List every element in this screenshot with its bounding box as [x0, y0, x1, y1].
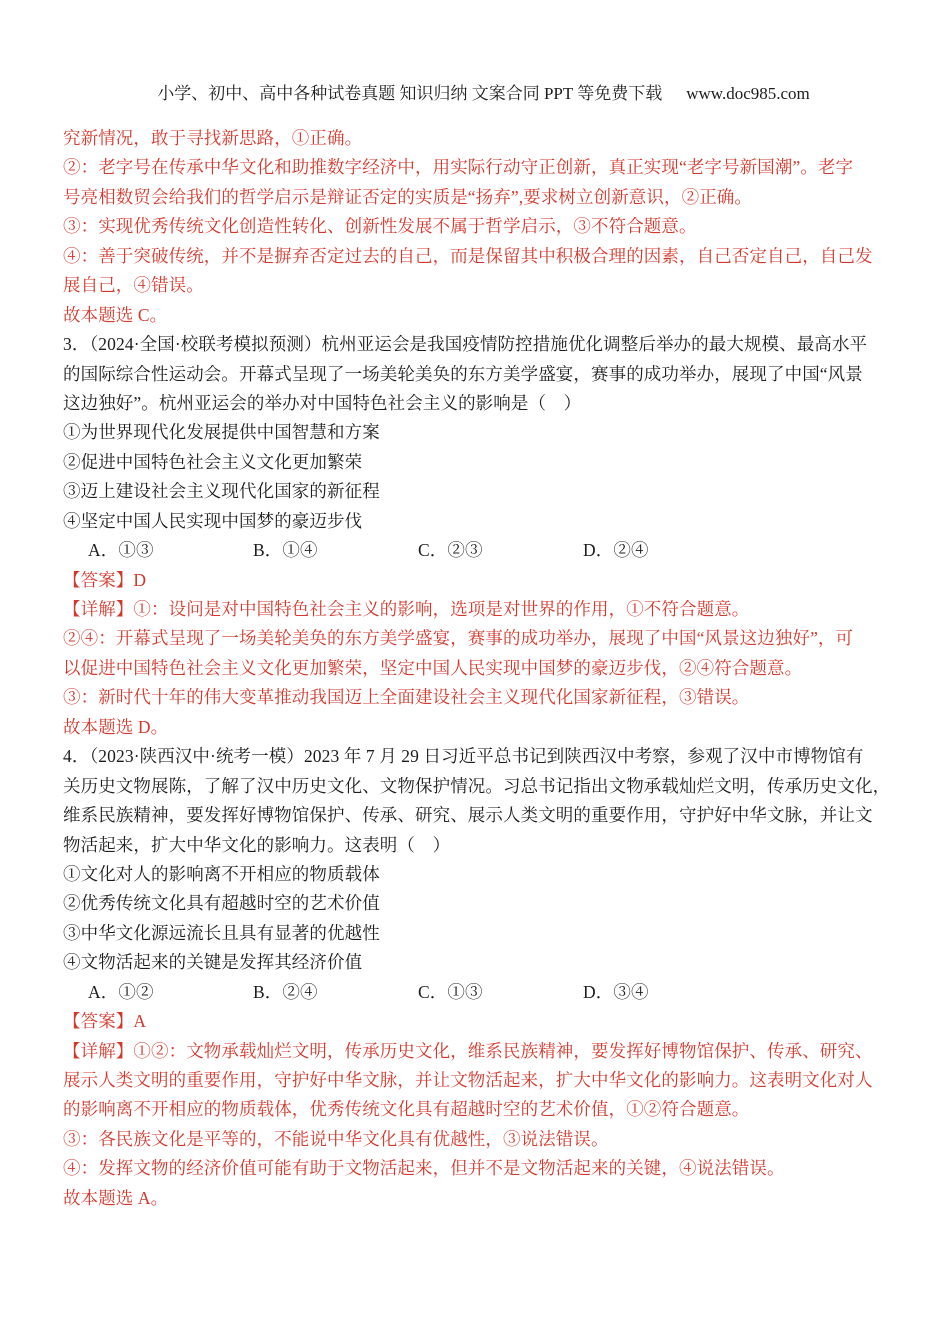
text-line: ③：各民族文化是平等的，不能说中华文化具有优越性，③说法错误。: [63, 1128, 609, 1149]
answer-option: A．①③: [88, 540, 154, 561]
answer-option: B．①④: [253, 540, 318, 561]
text-line: ④：发挥文物的经济价值可能有助于文物活起来，但并不是文物活起来的关键，④说法错误。: [63, 1158, 785, 1179]
text-line: 【详解】①②：文物承载灿烂文明，传承历史文化，维系民族精神，要发挥好博物馆保护、传承、研究、: [63, 1040, 873, 1061]
header-tagline: 小学、初中、高中各种试卷真题 知识归纳 文案合同 PPT 等免费下载: [157, 84, 663, 103]
answer-options-row: [63, 536, 889, 565]
text-line: ③：实现优秀传统文化创造性转化、创新性发展不属于哲学启示，③不符合题意。: [63, 216, 697, 237]
text-line: ③迈上建设社会主义现代化国家的新征程: [63, 481, 380, 502]
text-line: 【详解】①：设问是对中国特色社会主义的影响，选项是对世界的作用，①不符合题意。: [63, 599, 750, 619]
text-line: 故本题选 C。: [63, 304, 168, 325]
text-line: ④：善于突破传统，并不是摒弃否定过去的自己，而是保留其中积极合理的因素，自己否定自己，自己发: [63, 245, 873, 266]
text-line: 展示人类文明的重要作用，守护好中华文脉，并让文物活起来，扩大中华文化的影响力。这表明文化对人: [63, 1070, 873, 1090]
text-line: ②④：开幕式呈现了一场美轮美奂的东方美学盛宴，赛事的成功举办，展现了中国“风景这边独好”，可: [63, 628, 854, 649]
text-line: 以促进中国特色社会主义文化更加繁荣，坚定中国人民实现中国梦的豪迈步伐，②④符合题意。: [63, 657, 803, 678]
text-line: ②优秀传统文化具有超越时空的艺术价值: [63, 893, 380, 914]
answer-options-row: [63, 978, 889, 1007]
text-line: ②：老字号在传承中华文化和助推数字经济中，用实际行动守正创新，真正实现“老字号新国潮”。老字: [63, 157, 854, 178]
text-line: 3．（2024·全国·校联考模拟预测）杭州亚运会是我国疫情防控措施优化调整后举办的最大规模、最高水平: [63, 334, 868, 355]
text-line: 的国际综合性运动会。开幕式呈现了一场美轮美奂的东方美学盛宴，赛事的成功举办，展现了中国“风景: [63, 363, 863, 384]
text-line: 物活起来，扩大中华文化的影响力。这表明（ ）: [63, 834, 451, 855]
text-line: 关历史文物展陈，了解了汉中历史文化、文物保护情况。习总书记指出文物承载灿烂文明，传承历史文化，: [63, 775, 891, 796]
answer-option: A．①②: [88, 981, 154, 1002]
text-line: ③中华文化源远流长且具有显著的优越性: [63, 922, 380, 943]
text-line: 号亮相数贸会给我们的哲学启示是辩证否定的实质是“扬弃”,要求树立创新意识，②正确。: [63, 186, 753, 207]
text-line: 4．（2023·陕西汉中·统考一模）2023 年 7 月 29 日习近平总书记到陕西汉中考察，参观了汉中市博物馆有: [63, 746, 864, 767]
text-line: 维系民族精神，要发挥好博物馆保护、传承、研究、展示人类文明的重要作用，守护好中华文脉，并让文: [63, 805, 873, 826]
answer-option: C．②③: [418, 540, 483, 561]
document-body: [63, 124, 889, 1213]
text-line: 的影响离不开相应的物质载体，优秀传统文化具有超越时空的艺术价值，①②符合题意。: [63, 1099, 750, 1120]
text-line: 【答案】D: [63, 569, 147, 590]
text-line: ③：新时代十年的伟大变革推动我国迈上全面建设社会主义现代化国家新征程，③错误。: [63, 687, 750, 708]
header-site-url: www.doc985.com: [686, 84, 810, 103]
page-header: [0, 52, 950, 103]
text-line: ②促进中国特色社会主义文化更加繁荣: [63, 451, 363, 472]
text-line: 故本题选 A。: [63, 1187, 169, 1208]
answer-option: D．③④: [583, 981, 649, 1002]
answer-option: C．①③: [418, 981, 483, 1002]
text-line: 究新情况，敢于寻找新思路，①正确。: [63, 128, 363, 148]
text-line: ④文物活起来的关键是发挥其经济价值: [63, 952, 363, 973]
text-line: 【答案】A: [63, 1011, 147, 1032]
answer-option: B．②④: [253, 981, 318, 1002]
text-line: 这边独好”。杭州亚运会的举办对中国特色社会主义的影响是（ ）: [63, 392, 582, 413]
text-line: ①为世界现代化发展提供中国智慧和方案: [63, 422, 380, 443]
text-line: 展自己，④错误。: [63, 275, 204, 296]
text-line: ①文化对人的影响离不开相应的物质载体: [63, 863, 380, 884]
text-line: ④坚定中国人民实现中国梦的豪迈步伐: [63, 510, 363, 531]
answer-option: D．②④: [583, 540, 649, 561]
text-line: 故本题选 D。: [63, 716, 169, 737]
